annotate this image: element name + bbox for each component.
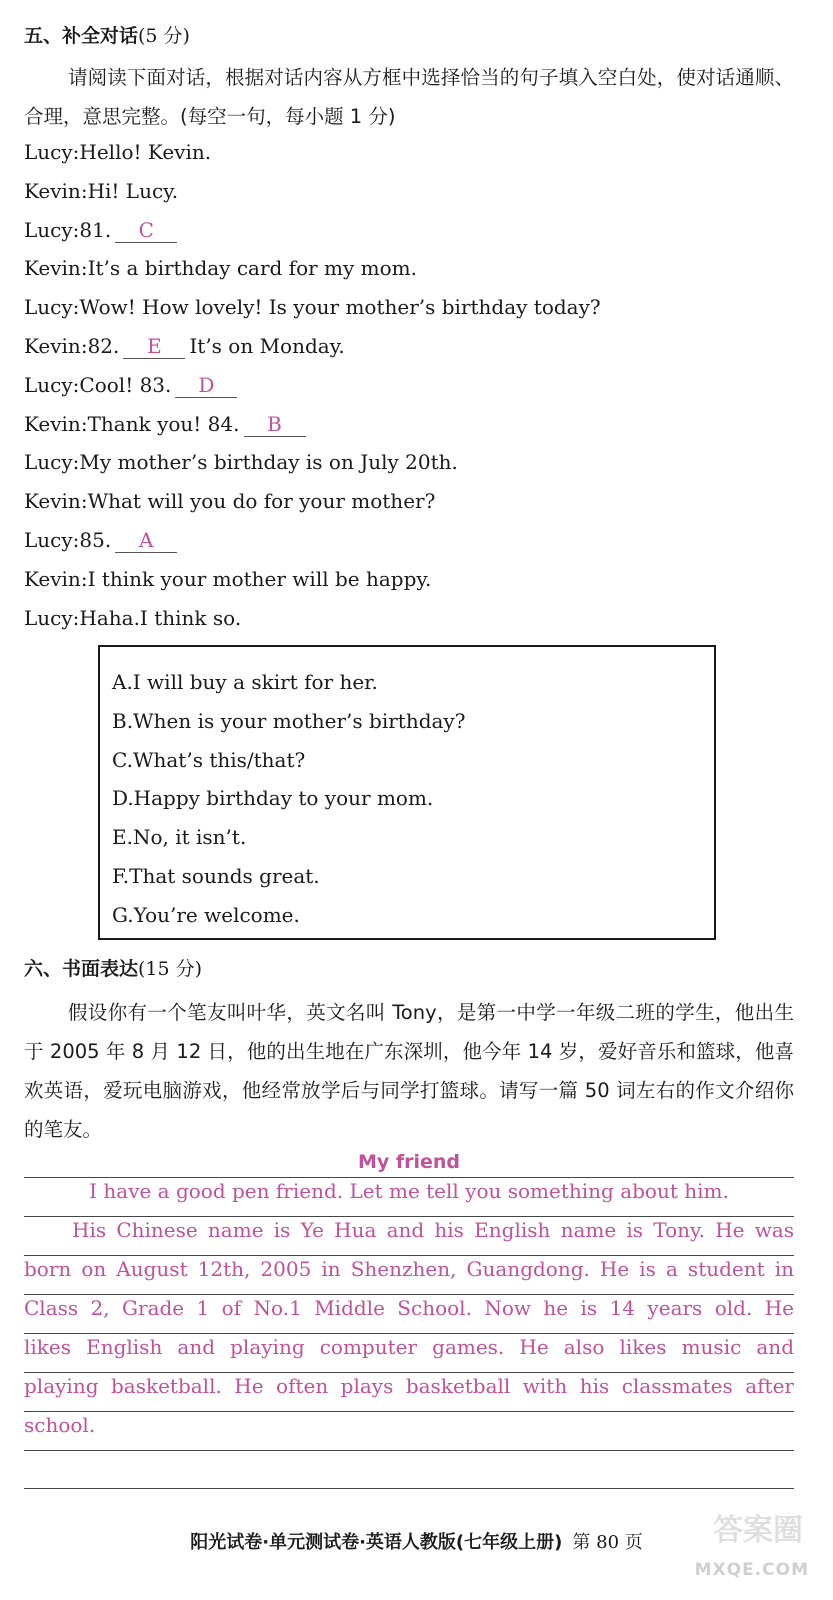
dialogue-text: Thank you! 84. <box>87 411 240 436</box>
section-5-instructions: 请阅读下面对话，根据对话内容从方框中选择恰当的句子填入空白处，使对话通顺、合理，意思完整。(每空一句，每小题 1 分) <box>24 66 794 128</box>
dialogue-line <box>24 448 458 476</box>
dialogue-line <box>24 332 345 360</box>
speaker-label: Kevin: <box>24 256 88 281</box>
options-list <box>112 663 714 935</box>
speaker-label: Lucy: <box>24 217 80 242</box>
footer-text: 阳光试卷·单元测试卷·英语人教版(七年级上册) <box>190 1532 563 1553</box>
essay-line: playing basketball. He often plays basketball with his classmates after <box>24 1374 794 1398</box>
page-footer <box>0 1528 833 1554</box>
writing-rule <box>24 1450 794 1451</box>
essay-line: Class 2, Grade 1 of No.1 Middle School. Now he is 14 years old. He <box>24 1296 794 1320</box>
dialogue-line <box>24 526 177 554</box>
dialogue-text: 85. <box>79 528 112 552</box>
dialogue-text: 81. <box>79 217 112 242</box>
speaker-label: Kevin: <box>24 411 88 436</box>
essay-line: I have a good pen friend. Let me tell you something about him. <box>89 1179 729 1203</box>
dialogue-text: It’s a birthday card for my mom. <box>87 256 417 281</box>
option-item: B.When is your mother’s birthday? <box>112 708 466 733</box>
answer-blank: B <box>244 412 306 437</box>
dialogue-line <box>24 604 241 632</box>
essay-line: born on August 12th, 2005 in Shenzhen, Guangdong. He is a student in <box>24 1257 794 1281</box>
answer-blank: C <box>115 218 177 243</box>
dialogue-line <box>24 216 177 244</box>
essay-line: school. <box>24 1413 96 1437</box>
speaker-label: Lucy: <box>24 528 80 552</box>
essay-title: My friend <box>357 1151 461 1173</box>
speaker-label: Lucy: <box>24 295 80 320</box>
essay-line: likes English and playing computer games. He also likes music and <box>24 1335 794 1359</box>
watermark-logo: 答案圈 <box>713 1513 803 1548</box>
dialogue-line <box>24 138 211 166</box>
option-item: E.No, it isn’t. <box>112 825 247 850</box>
speaker-label: Lucy: <box>24 605 80 630</box>
speaker-label: Lucy: <box>24 372 80 397</box>
speaker-label: Lucy: <box>24 140 80 164</box>
section-6-heading: 六、书面表达(15 分) <box>24 958 203 980</box>
dialogue-line <box>24 254 417 282</box>
dialogue-line <box>24 177 178 205</box>
dialogue-line <box>24 293 601 321</box>
options-box <box>98 645 716 940</box>
writing-prompt: 假设你有一个笔友叫叶华，英文名叫 Tony，是第一中学一年级二班的学生，他出生于 2005 年 8 月 12 日，他的出生地在广东深圳，他今年 14 岁，爱好音乐和篮球，他喜欢英语，爱玩电脑游戏，他经常放学后与同学打篮球。请写一篇 50 词左右的作文介绍你的笔友。 <box>24 1001 794 1141</box>
speaker-label: Lucy: <box>24 450 80 475</box>
dialogue-text: Hello! Kevin. <box>79 140 212 164</box>
watermark-url: MXQE.COM <box>694 1560 809 1580</box>
dialogue-text: Hi! Lucy. <box>87 178 179 203</box>
dialogue-line <box>24 371 237 399</box>
dialogue-line <box>24 410 306 438</box>
speaker-label: Kevin: <box>24 566 88 591</box>
section-5-heading: 五、补全对话(5 分) <box>24 25 190 47</box>
option-item: G.You’re welcome. <box>112 902 300 927</box>
dialogue-text: I think your mother will be happy. <box>87 566 432 591</box>
option-item: D.Happy birthday to your mom. <box>112 786 434 811</box>
option-item: F.That sounds great. <box>112 863 320 888</box>
dialogue-text-after: It’s on Monday. <box>189 334 345 358</box>
dialogue-text: My mother’s birthday is on July 20th. <box>79 450 458 475</box>
speaker-label: Kevin: <box>24 334 88 358</box>
dialogue-text: Wow! How lovely! Is your mother’s birthday today? <box>79 295 601 320</box>
dialogue-text: 82. <box>87 334 120 358</box>
option-item: C.What’s this/that? <box>112 747 306 772</box>
dialogue-line <box>24 565 431 593</box>
speaker-label: Kevin: <box>24 178 88 203</box>
dialogue-line <box>24 487 435 515</box>
answer-blank: E <box>123 334 185 359</box>
option-item: A.I will buy a skirt for her. <box>112 670 378 694</box>
footer-divider <box>24 1488 794 1489</box>
dialogue-text: Cool! 83. <box>79 372 172 397</box>
answer-blank: A <box>115 528 177 553</box>
speaker-label: Kevin: <box>24 489 88 514</box>
page-number: 第 80 页 <box>572 1532 643 1553</box>
answer-blank: D <box>175 373 237 398</box>
dialogue-text: What will you do for your mother? <box>87 489 436 514</box>
essay-line: His Chinese name is Ye Hua and his English name is Tony. He was <box>72 1218 794 1242</box>
dialogue-text: Haha.I think so. <box>79 605 242 630</box>
